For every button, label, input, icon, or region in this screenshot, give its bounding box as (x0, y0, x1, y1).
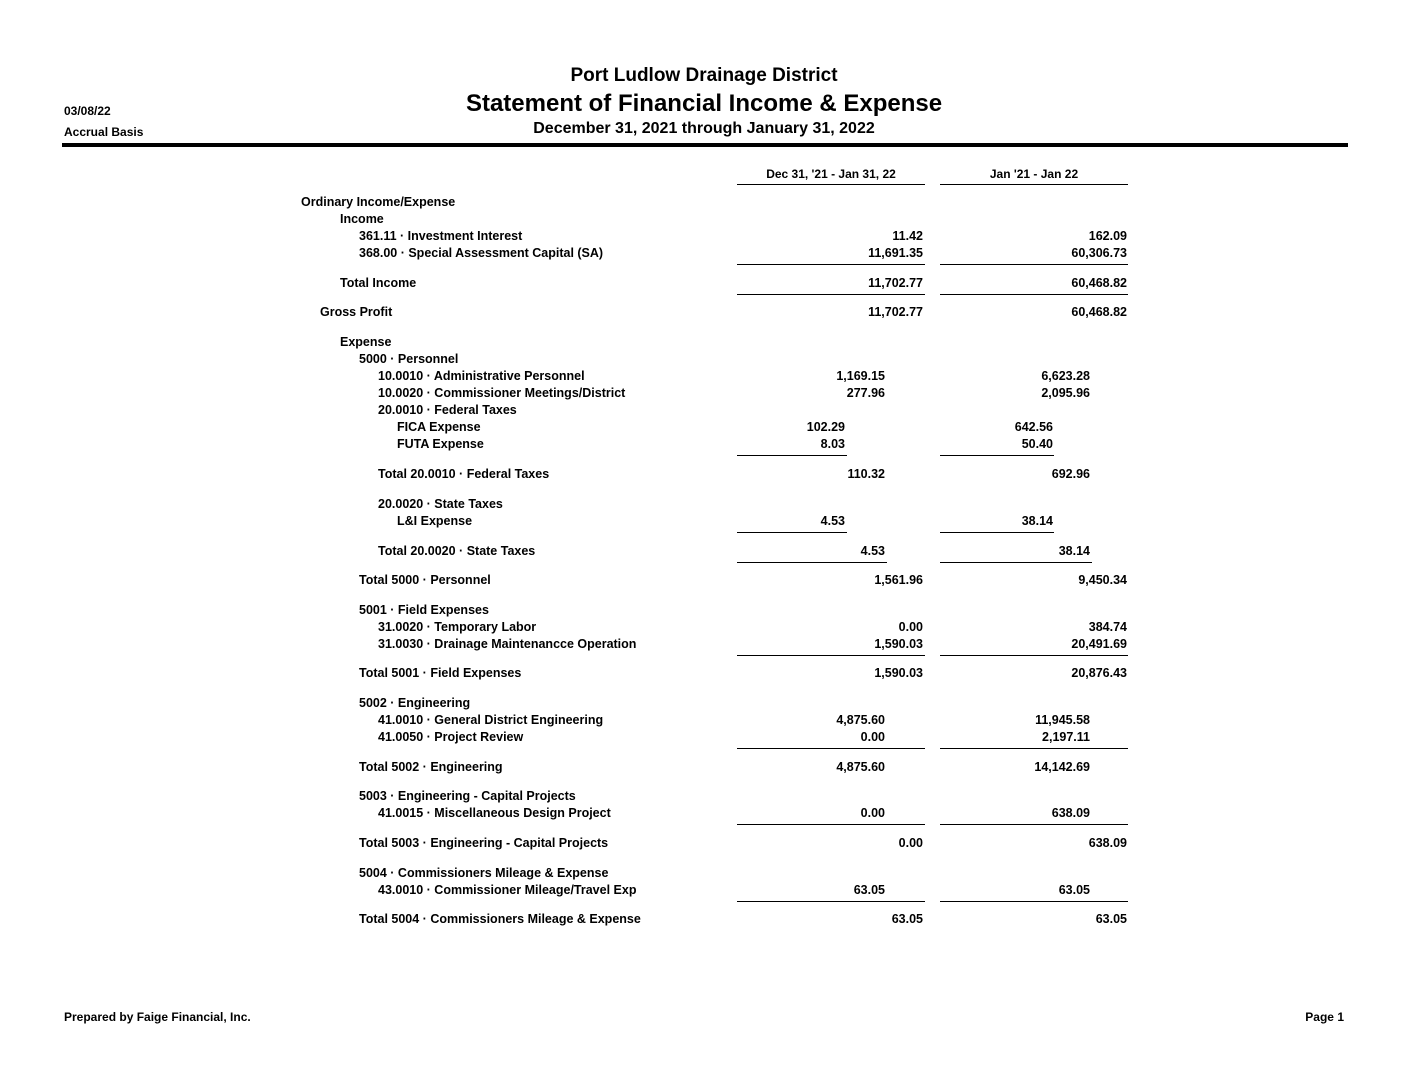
subtotal-rule (737, 655, 925, 656)
report-section-header (0, 497, 1408, 514)
row-label: 41.0050 · Project Review (378, 730, 524, 744)
amount-period: 102.29 (806, 420, 845, 434)
row-label: 10.0010 · Administrative Personnel (378, 369, 585, 383)
amount-ytd: 14,142.69 (1034, 760, 1090, 774)
column-header-period: Dec 31, '21 - Jan 31, 22 (737, 167, 925, 185)
company-name: Port Ludlow Drainage District (570, 65, 838, 86)
page-number: Page 1 (1305, 1010, 1344, 1024)
amount-period: 4,875.60 (836, 760, 885, 774)
subtotal-rule (940, 901, 1128, 902)
amount-period: 1,590.03 (874, 666, 923, 680)
subtotal-rule (940, 562, 1092, 563)
amount-ytd: 60,468.82 (1071, 276, 1127, 290)
subtotal-rule (940, 294, 1128, 295)
report-row (0, 713, 1408, 730)
amount-ytd: 6,623.28 (1041, 369, 1090, 383)
subtotal-rule (737, 901, 925, 902)
row-label: 5004 · Commissioners Mileage & Expense (359, 866, 609, 880)
subtotal-rule (940, 264, 1128, 265)
row-label: 41.0010 · General District Engineering (378, 713, 604, 727)
amount-period: 0.00 (860, 806, 885, 820)
amount-ytd: 642.56 (1014, 420, 1053, 434)
amount-ytd: 638.09 (1051, 806, 1090, 820)
prepared-by: Prepared by Faige Financial, Inc. (64, 1010, 251, 1024)
amount-period: 4.53 (820, 514, 845, 528)
report-row (0, 730, 1408, 747)
amount-ytd: 20,876.43 (1071, 666, 1127, 680)
report-row (0, 246, 1408, 263)
report-row (0, 369, 1408, 386)
amount-ytd: 20,491.69 (1071, 637, 1127, 651)
row-label: Ordinary Income/Expense (301, 195, 456, 209)
subtotal-rule (940, 532, 1054, 533)
report-row (0, 637, 1408, 654)
report-section-header (0, 195, 1408, 212)
report-row (0, 760, 1408, 777)
row-label: 31.0020 · Temporary Labor (378, 620, 537, 634)
amount-period: 4.53 (860, 544, 885, 558)
subtotal-rule (737, 562, 887, 563)
report-row (0, 620, 1408, 637)
amount-period: 11,691.35 (868, 246, 923, 260)
row-label: 368.00 · Special Assessment Capital (SA) (359, 246, 604, 260)
amount-ytd: 2,197.11 (1042, 730, 1090, 744)
amount-period: 277.96 (846, 386, 885, 400)
report-row (0, 229, 1408, 246)
report-row (0, 806, 1408, 823)
row-label: Total 5000 · Personnel (359, 573, 491, 587)
row-label: Total 5001 · Field Expenses (359, 666, 522, 680)
row-label: FICA Expense (397, 420, 481, 434)
subtotal-rule (737, 748, 925, 749)
amount-ytd: 384.74 (1088, 620, 1127, 634)
report-title: Statement of Financial Income & Expense (465, 90, 943, 117)
amount-period: 63.05 (853, 883, 885, 897)
report-row (0, 437, 1408, 454)
report-row (0, 305, 1408, 322)
subtotal-rule (737, 264, 925, 265)
amount-period: 11.42 (892, 229, 923, 243)
amount-ytd: 63.05 (1095, 912, 1127, 926)
row-label: 5000 · Personnel (359, 352, 459, 366)
amount-period: 1,169.15 (836, 369, 885, 383)
amount-ytd: 692.96 (1051, 467, 1090, 481)
row-label: Gross Profit (320, 305, 393, 319)
amount-period: 8.03 (820, 437, 845, 451)
row-label: 20.0010 · Federal Taxes (378, 403, 517, 417)
amount-ytd: 63.05 (1058, 883, 1090, 897)
column-header-ytd: Jan '21 - Jan 22 (940, 167, 1128, 185)
row-label: Total 5003 · Engineering - Capital Projects (359, 836, 609, 850)
accounting-basis: Accrual Basis (64, 125, 144, 139)
row-label: 5002 · Engineering (359, 696, 471, 710)
row-label: Income (340, 212, 384, 226)
report-section-header (0, 352, 1408, 369)
subtotal-rule (940, 824, 1128, 825)
row-label: Total 5004 · Commissioners Mileage & Expense (359, 912, 641, 926)
amount-ytd: 11,945.58 (1035, 713, 1090, 727)
row-label: Total 20.0010 · Federal Taxes (378, 467, 550, 481)
row-label: 43.0010 · Commissioner Mileage/Travel Exp (378, 883, 637, 897)
amount-period: 11,702.77 (868, 305, 923, 319)
subtotal-rule (737, 532, 847, 533)
amount-period: 63.05 (891, 912, 923, 926)
report-section-header (0, 403, 1408, 420)
amount-ytd: 38.14 (1058, 544, 1090, 558)
report-section-header (0, 866, 1408, 883)
report-row (0, 386, 1408, 403)
row-label: 5003 · Engineering - Capital Projects (359, 789, 576, 803)
report-section-header (0, 789, 1408, 806)
row-label: 20.0020 · State Taxes (378, 497, 503, 511)
amount-ytd: 162.09 (1088, 229, 1127, 243)
amount-period: 4,875.60 (836, 713, 885, 727)
subtotal-rule (940, 455, 1054, 456)
report-row (0, 573, 1408, 590)
report-row (0, 912, 1408, 929)
report-row (0, 666, 1408, 683)
amount-period: 1,561.96 (874, 573, 923, 587)
subtotal-rule (737, 455, 847, 456)
row-label: Total Income (340, 276, 417, 290)
amount-period: 0.00 (860, 730, 885, 744)
amount-period: 11,702.77 (868, 276, 923, 290)
amount-ytd: 60,468.82 (1071, 305, 1127, 319)
row-label: 10.0020 · Commissioner Meetings/District (378, 386, 626, 400)
amount-ytd: 60,306.73 (1071, 246, 1127, 260)
report-section-header (0, 696, 1408, 713)
amount-ytd: 38.14 (1021, 514, 1053, 528)
amount-period: 110.32 (847, 467, 885, 481)
row-label: FUTA Expense (397, 437, 484, 451)
amount-ytd: 50.40 (1021, 437, 1053, 451)
row-label: 361.11 · Investment Interest (359, 229, 523, 243)
report-row (0, 420, 1408, 437)
report-row (0, 883, 1408, 900)
report-row (0, 836, 1408, 853)
report-row (0, 276, 1408, 293)
subtotal-rule (737, 294, 925, 295)
report-section-header (0, 212, 1408, 229)
row-label: Total 20.0020 · State Taxes (378, 544, 536, 558)
report-row (0, 544, 1408, 561)
report-period: December 31, 2021 through January 31, 2022 (533, 120, 875, 137)
amount-ytd: 638.09 (1088, 836, 1127, 850)
report-row (0, 514, 1408, 531)
report-row (0, 467, 1408, 484)
row-label: 41.0015 · Miscellaneous Design Project (378, 806, 611, 820)
row-label: Expense (340, 335, 392, 349)
run-date: 03/08/22 (64, 104, 111, 118)
row-label: 5001 · Field Expenses (359, 603, 489, 617)
subtotal-rule (940, 748, 1128, 749)
amount-ytd: 2,095.96 (1041, 386, 1090, 400)
subtotal-rule (940, 655, 1128, 656)
amount-period: 0.00 (898, 836, 923, 850)
amount-ytd: 9,450.34 (1078, 573, 1127, 587)
row-label: Total 5002 · Engineering (359, 760, 503, 774)
row-label: L&I Expense (397, 514, 473, 528)
amount-period: 0.00 (898, 620, 923, 634)
row-label: 31.0030 · Drainage Maintenancce Operation (378, 637, 637, 651)
amount-period: 1,590.03 (874, 637, 923, 651)
report-section-header (0, 335, 1408, 352)
report-section-header (0, 603, 1408, 620)
subtotal-rule (737, 824, 925, 825)
